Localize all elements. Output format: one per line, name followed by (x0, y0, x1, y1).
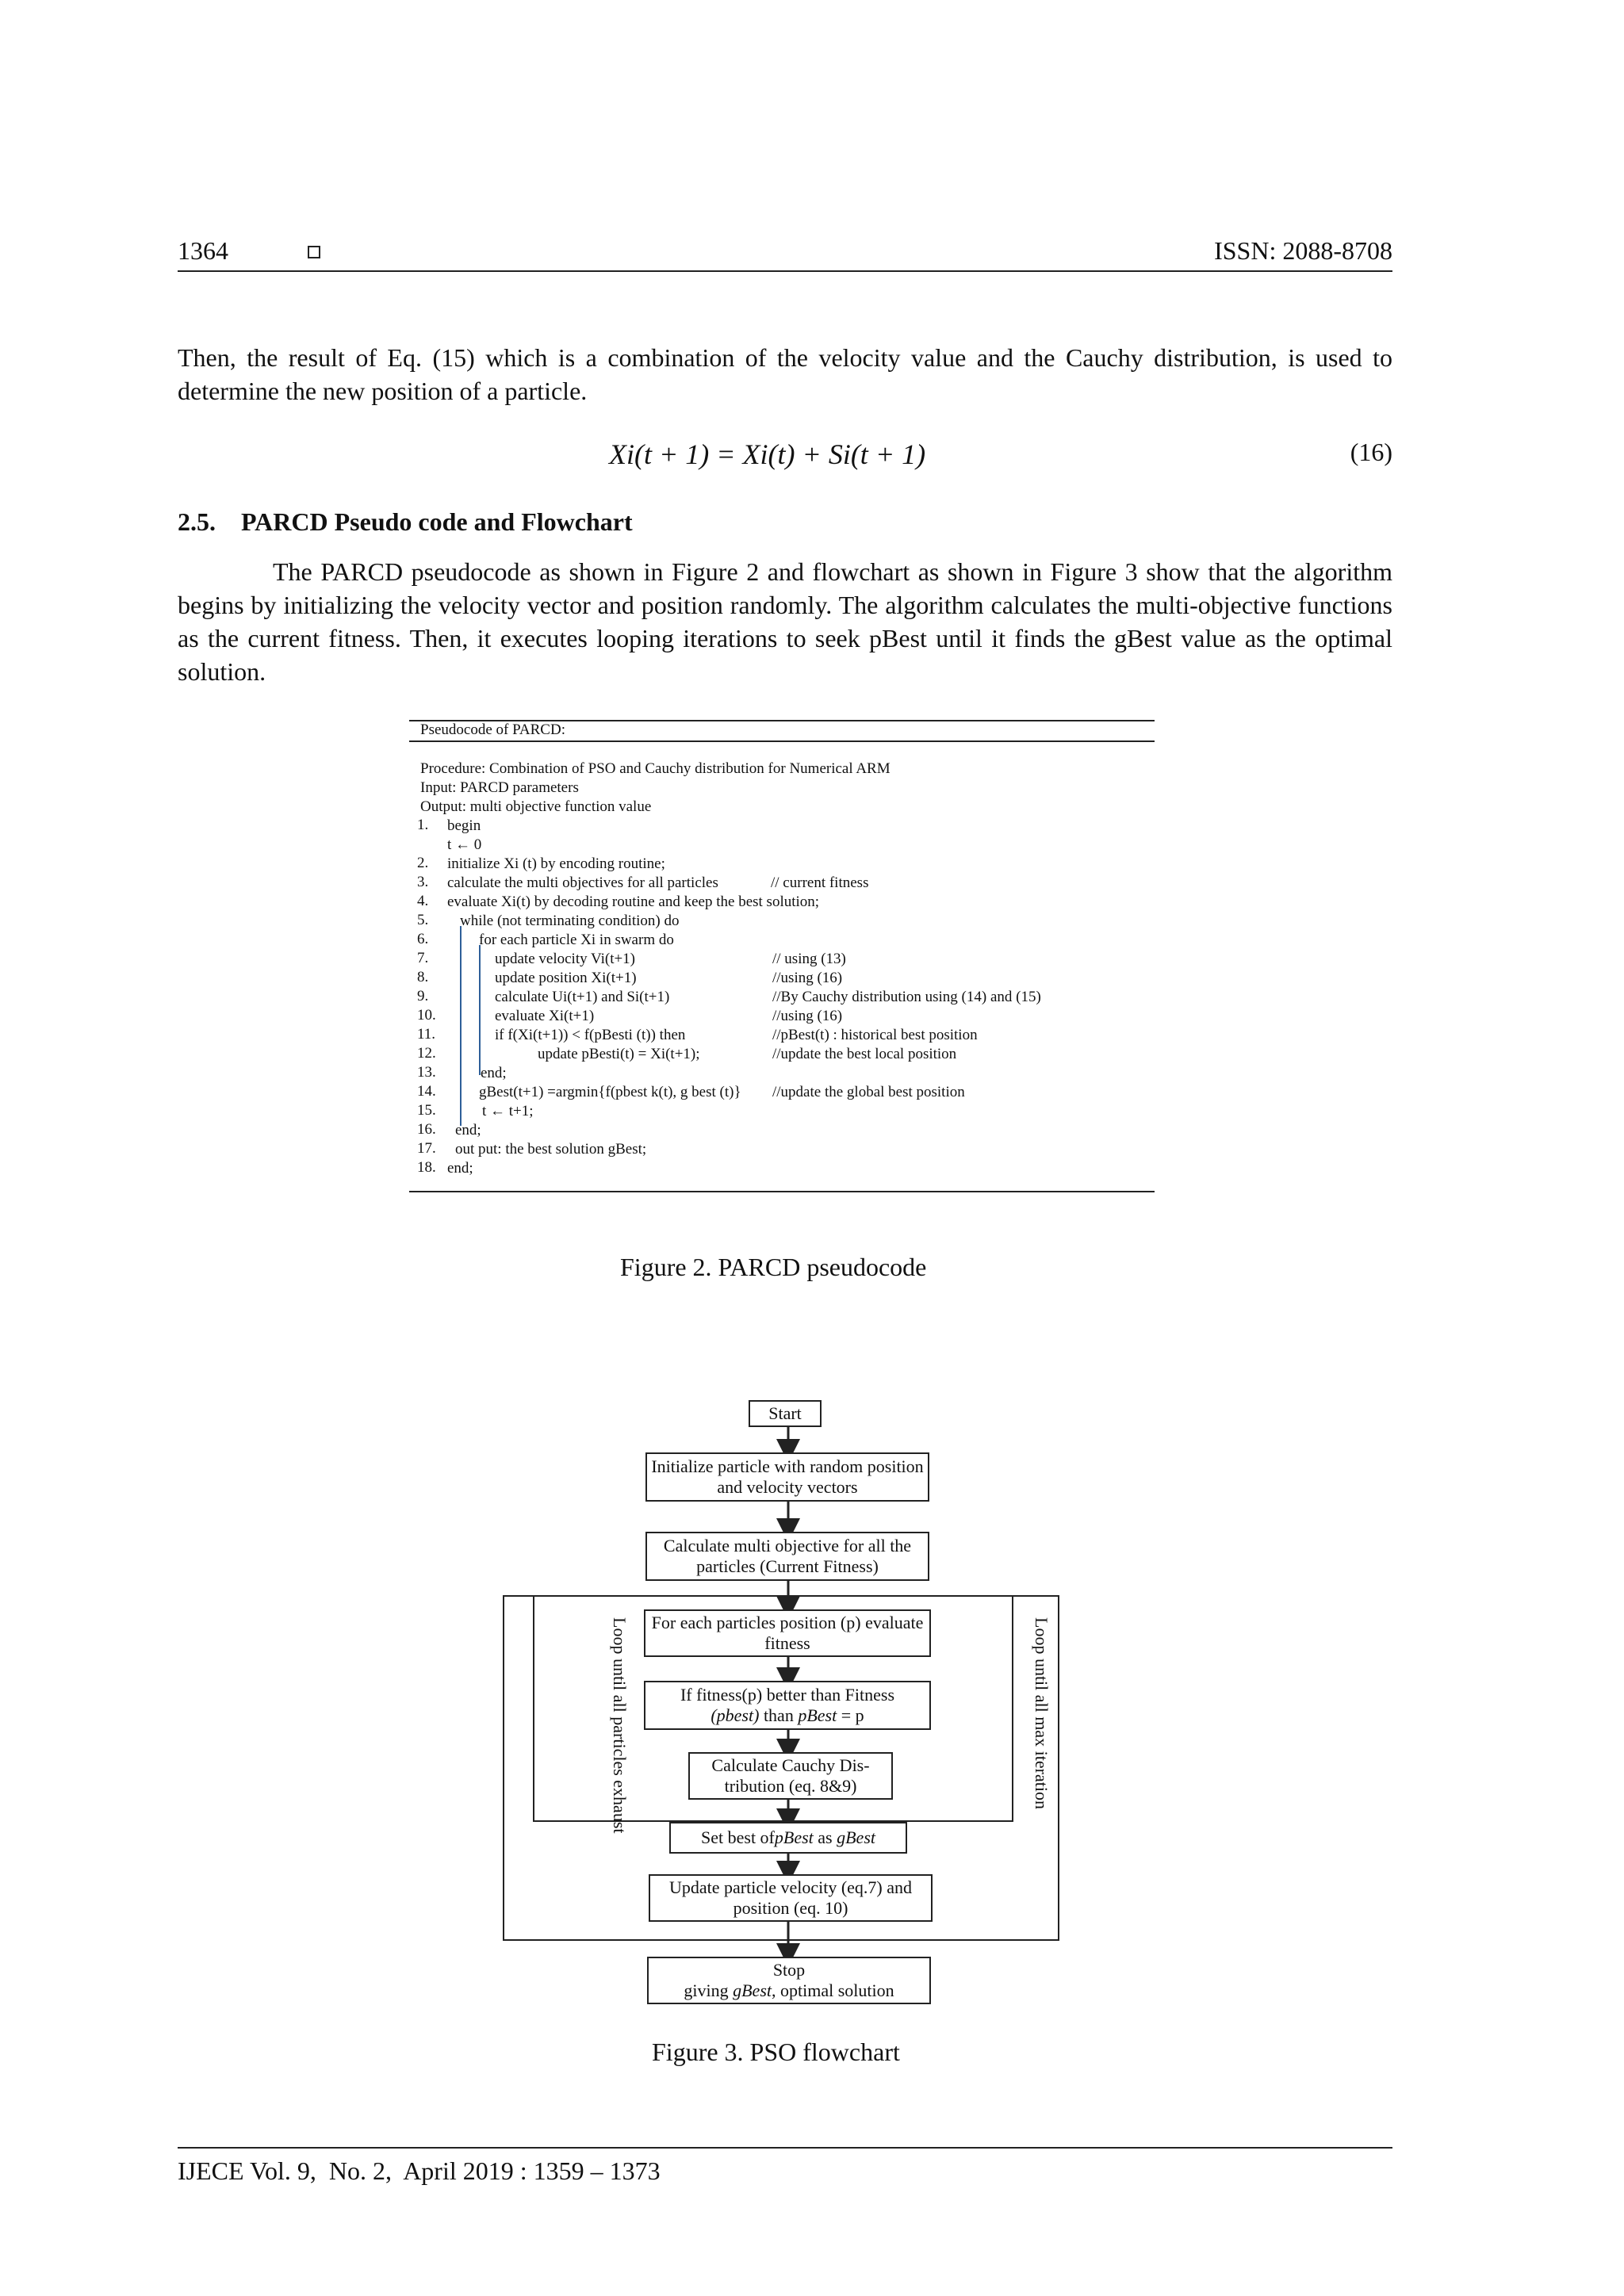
figure-3-caption: Figure 3. PSO flowchart (652, 2038, 900, 2066)
footer-citation: IJECE Vol. 9, No. 2, April 2019 : 1359 – 1373 (178, 2156, 661, 2185)
footer-rule (178, 2147, 1392, 2149)
pseudocode-line-number: 6. (417, 931, 429, 947)
section-number: 2.5. (178, 507, 216, 536)
pseudocode-input: Input: PARCD parameters (420, 779, 579, 796)
pseudocode-line-number: 2. (417, 855, 429, 871)
set-gbest-box: Set best of pBest as gBest (669, 1822, 907, 1854)
pseudocode-line-comment: //using (16) (772, 1008, 843, 1024)
pseudocode-line-code: update position Xi(t+1) (495, 970, 637, 986)
equation-16: Xi(t + 1) = Xi(t) + Si(t + 1) (609, 438, 926, 470)
outer-loop-label: Loop until all max iteration (1032, 1617, 1051, 1809)
pseudocode-line-number: 18. (417, 1159, 436, 1176)
pseudocode-line-number: 1. (417, 817, 429, 833)
pseudocode-line-number: 11. (417, 1026, 436, 1043)
pseudocode-line-number: 4. (417, 893, 429, 909)
equation-number: (16) (1350, 438, 1392, 466)
pseudocode-line-comment: //using (16) (772, 970, 843, 986)
pseudocode-line-number: 12. (417, 1045, 436, 1062)
pseudocode-line-code: gBest(t+1) =argmin{f(pbest k(t), g best (t)} (479, 1084, 741, 1100)
pseudocode-line-code: t ← t+1; (482, 1103, 534, 1119)
pseudocode-line-code: out put: the best solution gBest; (455, 1141, 647, 1158)
pseudocode-line-comment: // current fitness (771, 874, 869, 891)
pseudocode-line-code: t ← 0 (447, 836, 482, 853)
pseudocode-line-number: 7. (417, 950, 429, 966)
update-velocity-box: Update particle velocity (eq.7) and position (eq. 10) (649, 1874, 933, 1922)
pseudocode-line-number: 9. (417, 988, 429, 1004)
pseudocode-line-number: 16. (417, 1121, 436, 1138)
cauchy-distribution-box: Calculate Cauchy Dis-tribution (eq. 8&9) (688, 1752, 893, 1800)
pseudocode-line-comment: //update the best local position (772, 1046, 957, 1062)
issn: ISSN: 2088-8708 (1214, 236, 1392, 265)
pseudocode-line-comment: // using (13) (772, 951, 846, 967)
pseudocode-line-code: end; (455, 1122, 481, 1138)
pseudocode-line-comment: //update the global best position (772, 1084, 965, 1100)
if-fitness-line1: If fitness(p) better than Fitness (680, 1685, 895, 1705)
pseudocode-line-number: 15. (417, 1102, 436, 1119)
calculate-multi-objective-box: Calculate multi objective for all the particles (Current Fitness) (645, 1532, 929, 1581)
paragraph-2: The PARCD pseudocode as shown in Figure 2 and flowchart as shown in Figure 3 show that the algorithm begins by initializing the velocity vector and position randomly. The algorithm calculates the multi-objective functions as the current fitness. Then, it executes looping iterations to seek pBest until it finds the gBest value as the optimal solution. (178, 557, 1392, 686)
pseudocode-line-code: evaluate Xi(t+1) (495, 1008, 595, 1024)
section-title: PARCD Pseudo code and Flowchart (241, 507, 633, 536)
pseudocode-line-code: update pBesti(t) = Xi(t+1); (538, 1046, 700, 1062)
for-each-particle-box: For each particles position (p) evaluate fitness (644, 1609, 931, 1657)
pseudocode-line-code: while (not terminating condition) do (460, 913, 680, 929)
pseudocode-line-code: for each particle Xi in swarm do (479, 932, 674, 948)
pseudocode-line-code: evaluate Xi(t) by decoding routine and keep the best solution; (447, 894, 820, 910)
pseudocode-output: Output: multi objective function value (420, 798, 652, 815)
pseudocode-line-number: 5. (417, 912, 429, 928)
pseudocode-line-code: initialize Xi (t) by encoding routine; (447, 855, 665, 872)
pseudocode-line-number: 3. (417, 874, 429, 890)
start-box: Start (749, 1400, 822, 1427)
paragraph-1: Then, the result of Eq. (15) which is a combination of the velocity value and the Cauchy distribution, is used to determine the new position of a particle. (178, 343, 1392, 405)
pseudocode-line-code: update velocity Vi(t+1) (495, 951, 636, 967)
if-fitness-box (644, 1681, 931, 1730)
figure-2-caption: Figure 2. PARCD pseudocode (620, 1253, 927, 1281)
pseudocode-line-code: end; (447, 1160, 473, 1177)
pseudocode-line-number: 10. (417, 1007, 436, 1024)
pseudocode-title: Pseudocode of PARCD: (420, 721, 565, 738)
pseudocode-line-code: calculate the multi objectives for all particles (447, 874, 718, 891)
page-number: 1364 (178, 236, 228, 265)
pseudocode-line-number: 8. (417, 969, 429, 985)
initialize-box: Initialize particle with random position and velocity vectors (645, 1452, 929, 1502)
pseudocode-line-code: if f(Xi(t+1)) < f(pBesti (t)) then (495, 1027, 686, 1043)
pseudocode-line-code: end; (481, 1065, 507, 1081)
if-fitness-line2: (pbest) than pBest = p (710, 1705, 864, 1725)
pseudocode-line-code: begin (447, 817, 481, 834)
pseudocode-line-number: 14. (417, 1083, 436, 1100)
stop-box: Stop giving gBest, optimal solution (647, 1957, 931, 2004)
pseudocode-line-number: 17. (417, 1140, 436, 1157)
pseudocode-line-code: calculate Ui(t+1) and Si(t+1) (495, 989, 670, 1005)
pseudocode-line-comment: //pBest(t) : historical best position (772, 1027, 978, 1043)
inner-loop-label: Loop until all particles exhaust (610, 1617, 630, 1834)
pseudocode-line-comment: //By Cauchy distribution using (14) and (15) (772, 989, 1041, 1005)
pseudocode-line-number: 13. (417, 1064, 436, 1081)
pseudocode-procedure: Procedure: Combination of PSO and Cauchy distribution for Numerical ARM (420, 760, 891, 777)
